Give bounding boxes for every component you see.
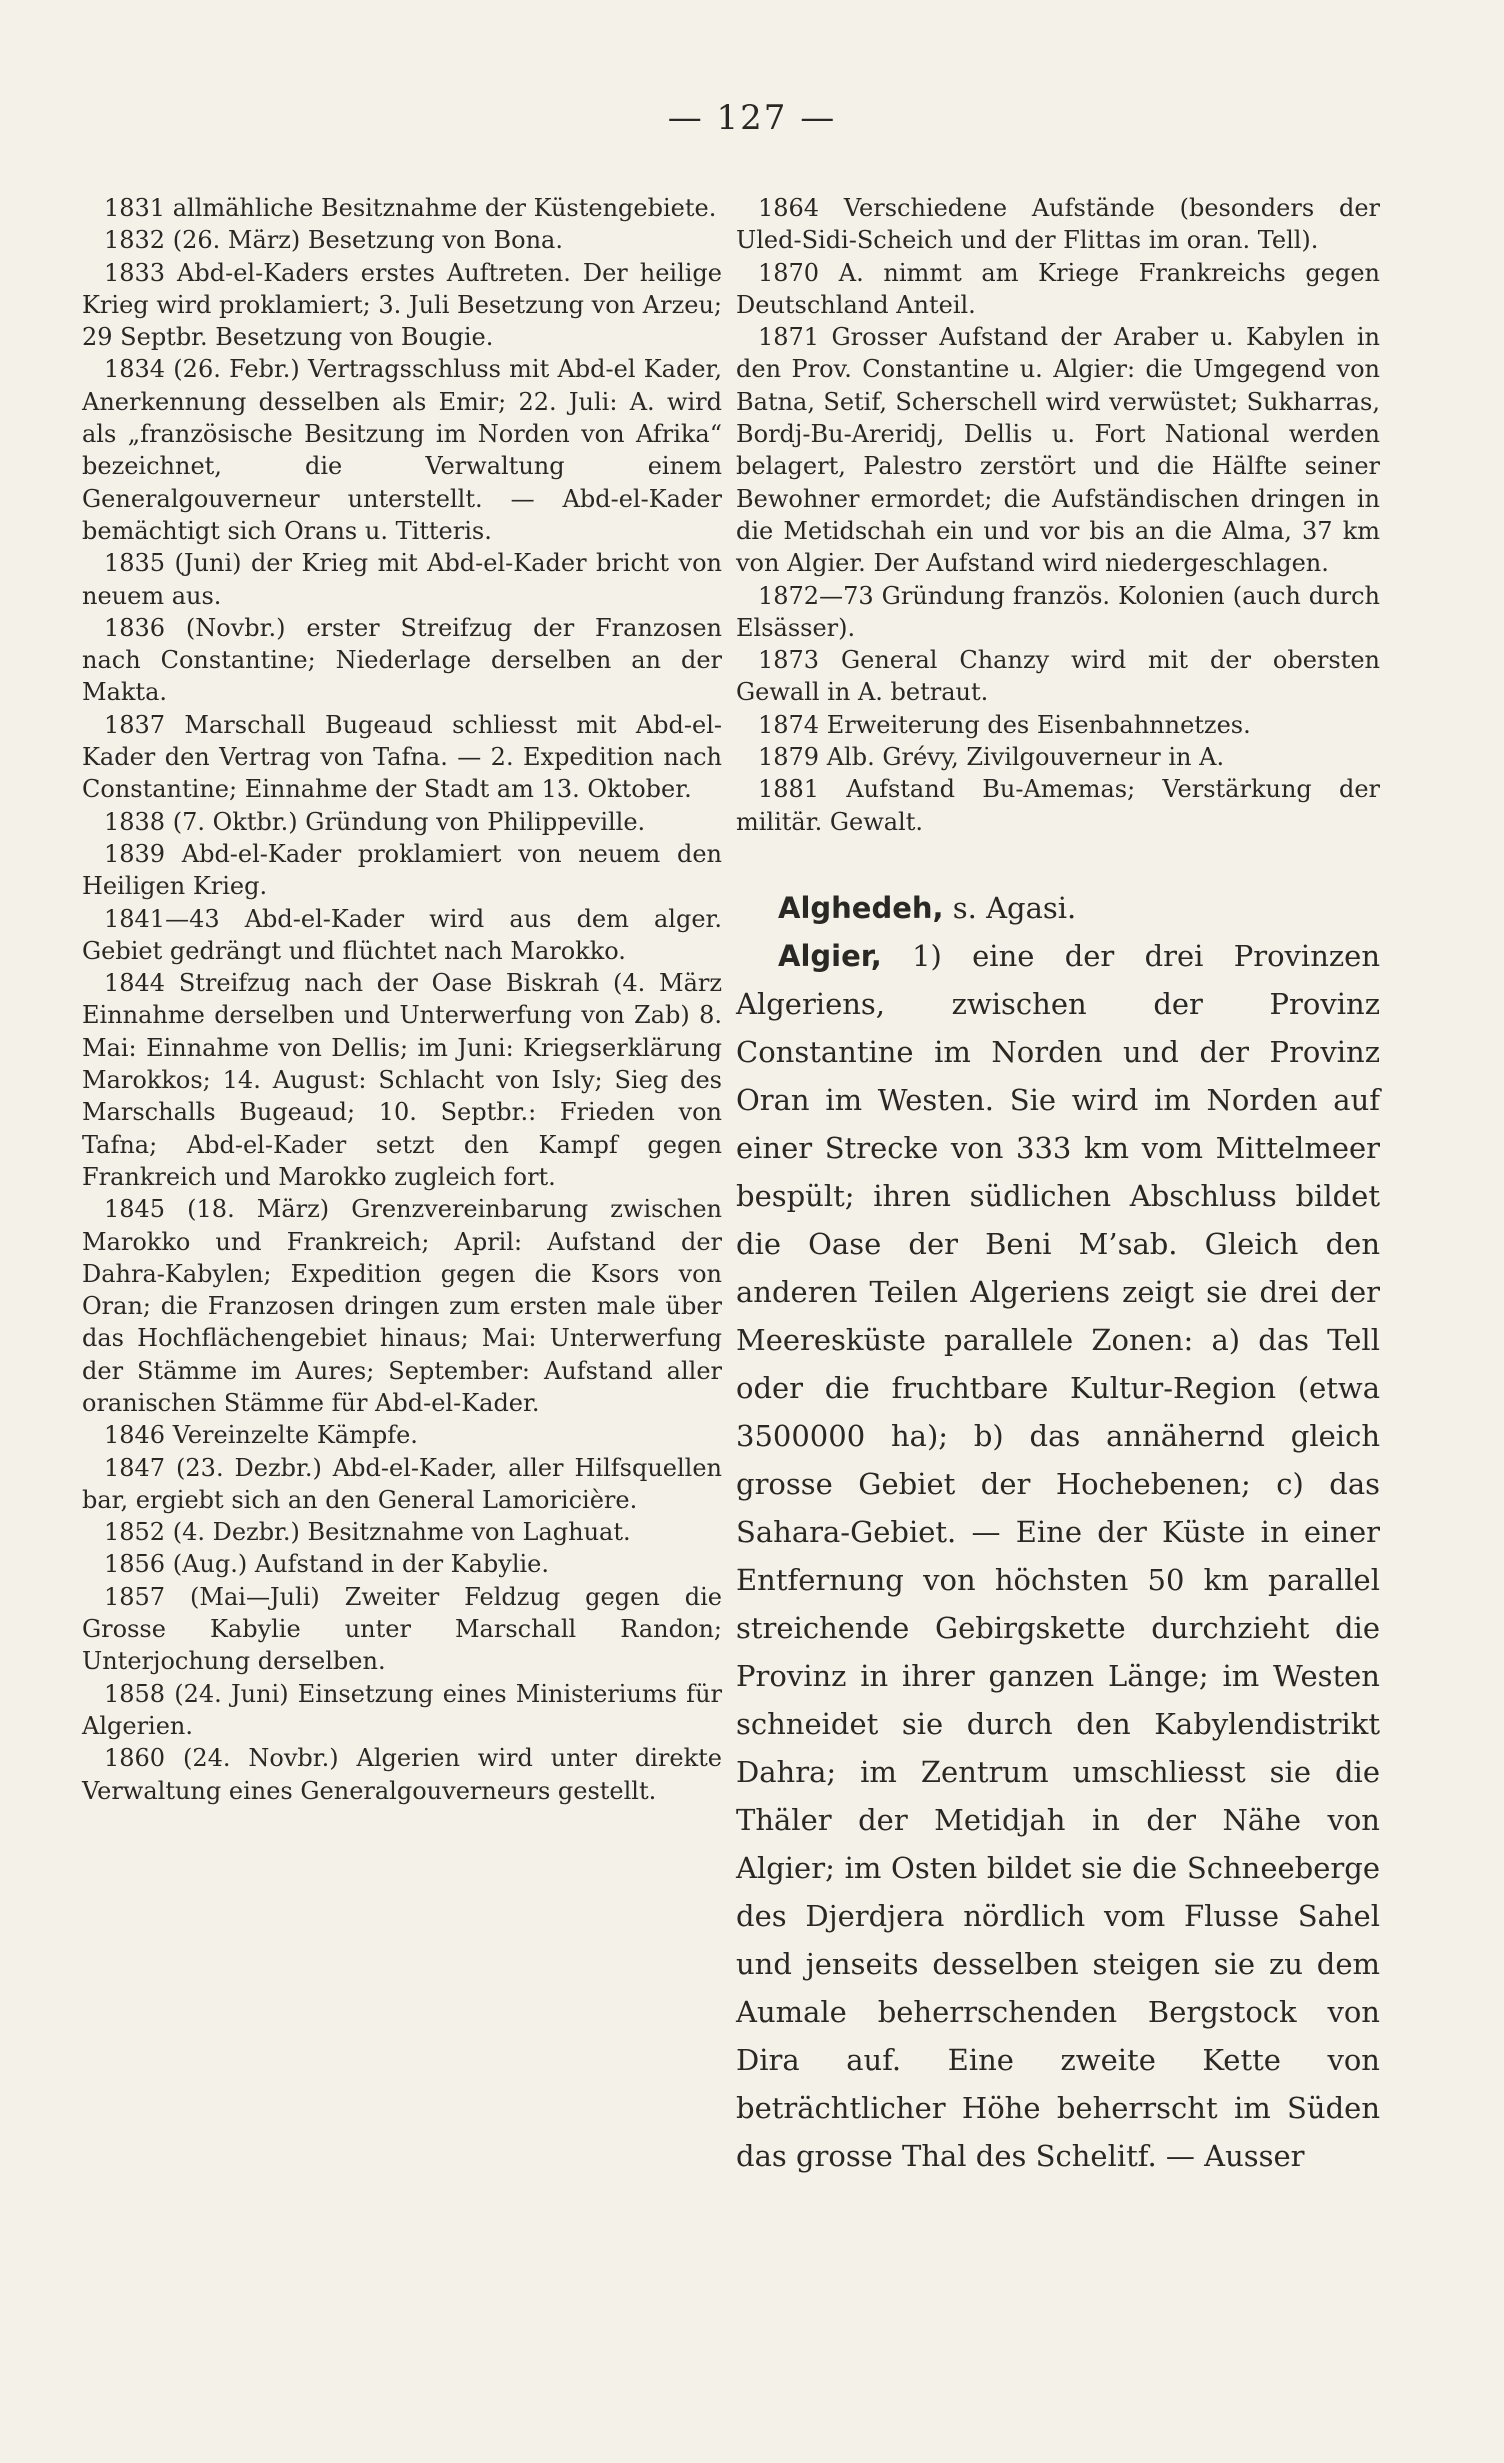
chronology-entry: 1852 (4. Dezbr.) Besitznahme von Laghuat.: [104, 1518, 631, 1547]
chronology-entry: 1873 General Chanzy wird mit der obersten Gewall in A. betraut.: [736, 646, 1380, 707]
chronology-entry: 1844 Streifzug nach der Oase Biskrah (4. März Einnahme derselben und Unterwerfung von Zab) 8. Mai: Einnahme von Dellis; im Juni: Kriegserklärung Marokkos; 14. August: Schlacht von Isly; Sieg des Marschalls Bugeaud; 10. Septbr.: Frieden von Tafna; Abd-el-Kader setzt den Kampf gegen Frankreich und Marokko zugleich fort.: [82, 969, 722, 1191]
chronology-entry: 1857 (Mai—Juli) Zweiter Feldzug gegen die Grosse Kabylie unter Marschall Randon; Unterjochung derselben.: [82, 1582, 722, 1676]
chronology-entry: 1858 (24. Juni) Einsetzung eines Ministeriums für Algerien.: [82, 1679, 722, 1740]
chronology-entry: 1837 Marschall Bugeaud schliesst mit Abd-el-Kader den Vertrag von Tafna. — 2. Expedition nach Constantine; Einnahme der Stadt am 13. Oktober.: [82, 710, 722, 804]
chronology-continued: [736, 192, 1380, 838]
chronology-entry: 1856 (Aug.) Aufstand in der Kabylie.: [104, 1550, 550, 1579]
chronology-entry: 1872—73 Gründung französ. Kolonien (auch durch Elsässer).: [736, 581, 1380, 642]
lemma-text: s. Agasi.: [943, 890, 1077, 925]
right-column: [736, 192, 1380, 2180]
lemma-algier: [736, 932, 1380, 2180]
lemma-headword: Algier,: [778, 938, 882, 973]
chronology-entry: 1864 Verschiedene Aufstände (besonders der Uled-Sidi-Scheich und der Flittas im oran. Tell).: [736, 194, 1380, 255]
chronology-entry: 1832 (26. März) Besetzung von Bona.: [104, 226, 563, 255]
chronology-entry: 1831 allmähliche Besitznahme der Küstengebiete.: [104, 194, 717, 222]
chronology-entry: 1871 Grosser Aufstand der Araber u. Kabylen in den Prov. Constantine u. Algier: die Umgegend von Batna, Setif, Scherschell wird verwüstet; Sukharras, Bordj-Bu-Areridj, Dellis u. Fort National werden belagert, Palestro zerstört und die Hälfte seiner Bewohner ermordet; die Aufständischen dringen in die Metidschah ein und vor bis an die Alma, 37 km von Algier. Der Aufstand wird niedergeschlagen.: [736, 323, 1380, 578]
chronology-entry: 1835 (Juni) der Krieg mit Abd-el-Kader bricht von neuem aus.: [82, 549, 722, 610]
chronology-entry: 1879 Alb. Grévy, Zivilgouverneur in A.: [758, 743, 1225, 772]
page-number: — 127 —: [667, 98, 837, 138]
chronology-entry: 1836 (Novbr.) erster Streifzug der Franzosen nach Constantine; Niederlage derselben an der Makta.: [82, 613, 722, 707]
chronology-entry: 1839 Abd-el-Kader proklamiert von neuem den Heiligen Krieg.: [82, 839, 722, 901]
lemma-text: 1) eine der drei Provinzen Algeriens, zwischen der Provinz Constantine im Norden und der Provinz Oran im Westen. Sie wird im Norden auf einer Strecke von 333 km vom Mittelmeer bespült; ihren südlichen Abschluss bildet die Oase der Beni M’sab. Gleich den anderen Teilen Algeriens zeigt sie drei der Meeresküste parallele Zonen: a) das Tell oder die fruchtbare Kultur-Region (etwa 3500000 ha); b) das annähernd gleich grosse Gebiet der Hochebenen; c) das Sahara-Gebiet. — Eine der Küste in einer Entfernung von höchsten 50 km parallel streichende Gebirgskette durchzieht die Provinz in ihrer ganzen Länge; im Westen schneidet sie durch den Kabylendistrikt Dahra; im Zentrum umschliesst sie die Thäler der Metidjah in der Nähe von Algier; im Osten bildet sie die Schneeberge des Djerdjera nördlich vom Flusse Sahel und jenseits desselben steigen sie zu dem Aumale beherrschenden Bergstock von Dira auf. Eine zweite Kette von beträchtlicher Höhe beherrscht im Süden das grosse Thal des Schelitf. — Ausser: [736, 938, 1380, 2173]
chronology-entry: 1845 (18. März) Grenzvereinbarung zwischen Marokko und Frankreich; April: Aufstand der Dahra-Kabylen; Expedition gegen die Ksors von Oran; die Franzosen dringen zum ersten male über das Hochflächengebiet hinaus; Mai: Unterwerfung der Stämme im Aures; September: Aufstand aller oranischen Stämme für Abd-el-Kader.: [82, 1195, 722, 1417]
chronology-entry: 1841—43 Abd-el-Kader wird aus dem alger. Gebiet gedrängt und flüchtet nach Marokko.: [82, 904, 722, 965]
lemma-headword: Alghedeh,: [778, 890, 944, 925]
lemma-alghedeh: [736, 884, 1380, 932]
left-column: [82, 192, 722, 1807]
chronology-entry: 1833 Abd-el-Kaders erstes Auftreten. Der heilige Krieg wird proklamiert; 3. Juli Besetzung von Arzeu; 29 Septbr. Besetzung von Bougie.: [82, 258, 722, 352]
chronology-entry: 1838 (7. Oktbr.) Gründung von Philippeville.: [104, 807, 646, 836]
chronology-entry: 1874 Erweiterung des Eisenbahnnetzes.: [758, 710, 1251, 739]
chronology-entry: 1860 (24. Novbr.) Algerien wird unter direkte Verwaltung eines Generalgouverneurs gestellt.: [82, 1744, 722, 1805]
chronology-entry: 1881 Aufstand Bu-Amemas; Verstärkung der militär. Gewalt.: [736, 775, 1380, 836]
chronology-entry: 1834 (26. Febr.) Vertragsschluss mit Abd-el Kader, Anerkennung desselben als Emir; 22. Juli: A. wird als „französische Besitzung im Norden von Afrika“ bezeichnet, die Verwaltung einem Generalgouverneur unterstellt. — Abd-el-Kader bemächtigt sich Orans u. Titteris.: [82, 355, 722, 545]
chronology-entry: 1847 (23. Dezbr.) Abd-el-Kader, aller Hilfsquellen bar, ergiebt sich an den General Lamoricière.: [82, 1453, 722, 1514]
chronology-entry: 1846 Vereinzelte Kämpfe.: [104, 1421, 418, 1450]
chronology-entry: 1870 A. nimmt am Kriege Frankreichs gegen Deutschland Anteil.: [736, 258, 1380, 319]
